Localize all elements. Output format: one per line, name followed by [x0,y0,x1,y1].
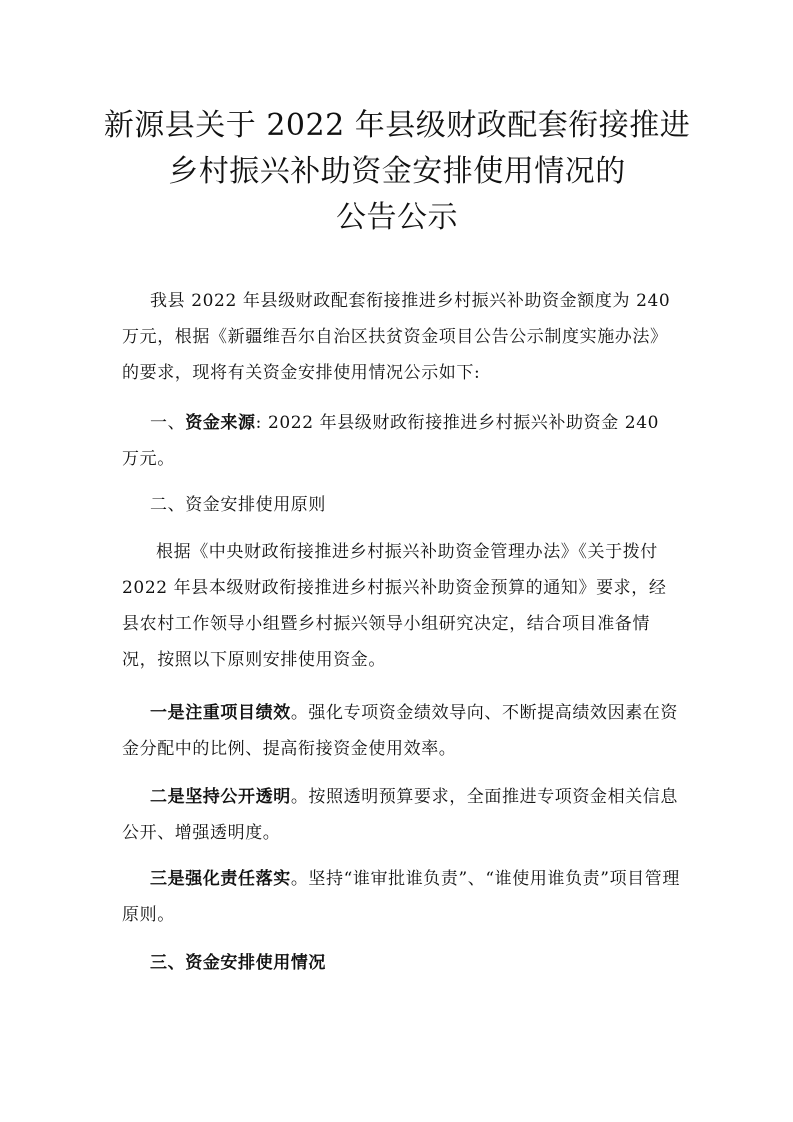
section-1-label: 资金来源 [185,413,256,433]
section-2-paragraph: 根据《中央财政衔接推进乡村振兴补助资金管理办法》《关于拨付 2022 年县本级财政衔接推进乡村振兴补助资金预算的通知》要求，经县农村工作领导小组暨乡村振兴领导小组研究决定，结合项目准备情况，按照以下原则安排使用资金。 [122,542,667,670]
section-1-text: : 2022 年县级财政衔接推进乡村振兴补助资金 240 万元。 [122,413,666,469]
intro-paragraph: 我县 2022 年县级财政配套衔接推进乡村振兴补助资金额度为 240 万元，根据《新疆维吾尔自治区扶贫资金项目公告公示制度实施办法》的要求，现将有关资金安排使用情况公示如下: [122,291,677,383]
principle-3 [122,861,682,933]
principle-3-text: 。坚持“谁审批谁负责”、“谁使用谁负责”项目管理原则。 [122,869,680,925]
section-1-prefix: 一、 [150,413,186,433]
principle-3-label: 三是强化责任落实 [150,869,291,889]
principle-1-text: 。强化专项资金绩效导向、不断提高绩效因素在资金分配中的比例、提高衔接资金使用效率。 [122,703,679,759]
document-title [92,103,702,241]
section-3-heading: 三、资金安排使用情况 [150,953,326,973]
principle-2-text: 。按照透明预算要求，全面推进专项资金相关信息公开、增强透明度。 [122,787,679,843]
principle-1-label: 一是注重项目绩效 [150,703,291,723]
section-2-heading: 二、资金安排使用原则 [150,495,326,515]
principle-2-label: 二是坚持公开透明 [150,787,291,807]
title-line-1: 新源县关于 2022 年县级财政配套衔接推进 [103,108,691,143]
section-1-paragraph [122,405,682,477]
title-line-3: 公告公示 [336,200,458,235]
principle-1 [122,695,682,767]
title-line-2: 乡村振兴补助资金安排使用情况的 [168,154,626,189]
principle-2 [122,779,682,851]
